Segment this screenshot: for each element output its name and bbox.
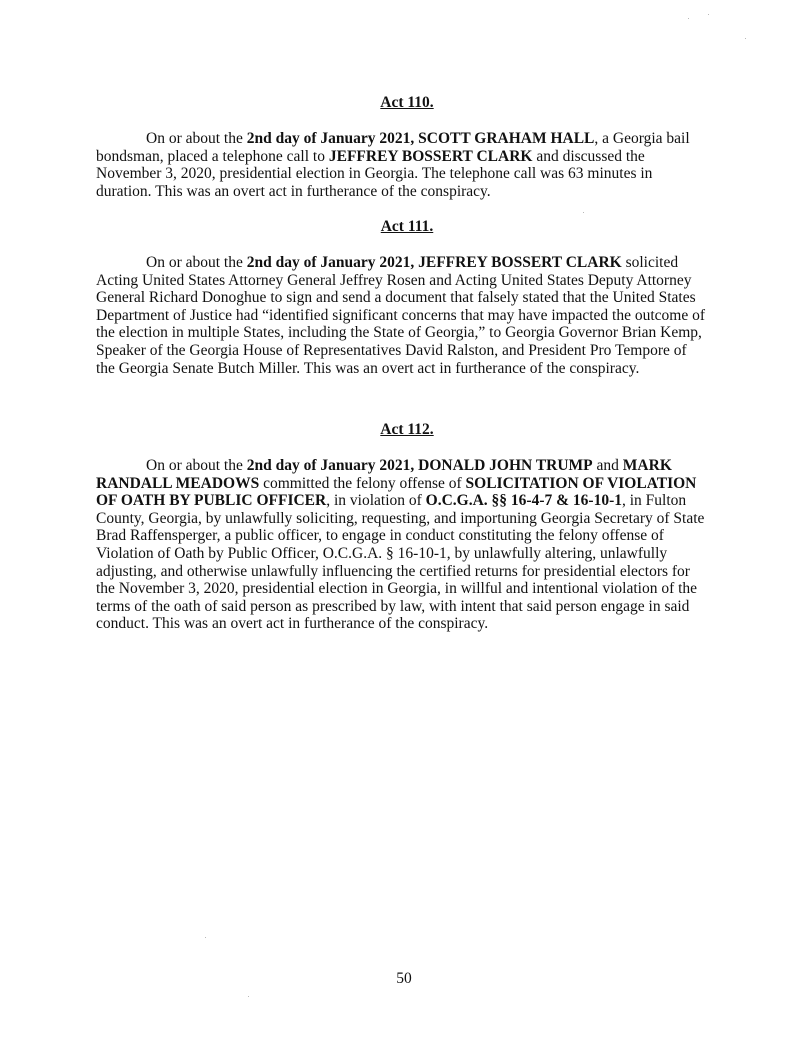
paragraph-bold-text: JEFFREY BOSSERT CLARK: [328, 147, 533, 165]
paragraph-bold-text: 2nd day of January 2021, DONALD JOHN TRUMP: [246, 457, 593, 474]
paragraph-bold-text: 2nd day of January 2021, JEFFREY BOSSERT CLARK: [246, 254, 622, 271]
paragraph-text: , in Fulton County, Georgia, by unlawfully soliciting, requesting, and importuning Georgia Secretary of State Brad Raffensperger, a public officer, to engage in conduct constituting the felony offense of Violation of Oath by Public Officer, O.C.G.A. § 16-10-1, by unlawfully altering, unlawfully adjusting, and otherwise unlawfully influencing the certified returns for presidential electors for the November 3, 2020, presidential election in Georgia, in willful and intentional violation of the terms of the oath of said person as prescribed by law, with intent that said person engage in said conduct. This was an overt act in furtherance of the conspiracy.: [96, 492, 705, 633]
paragraph-bold-text: O.C.G.A. §§ 16-4-7 & 16-10-1: [425, 492, 622, 510]
scan-speck: [688, 18, 689, 19]
scan-speck: [583, 212, 584, 213]
act-112-section: [96, 421, 708, 633]
paragraph-text: On or about the: [146, 254, 247, 271]
paragraph-bold-text: 2nd day of January 2021, SCOTT GRAHAM HALL: [246, 130, 595, 147]
scan-speck: [745, 38, 746, 39]
page-number: 50: [396, 970, 412, 987]
act-heading: Act 111.: [380, 218, 434, 235]
scan-speck: [205, 937, 206, 938]
paragraph-text: , a Georgia bail bondsman, placed a telephone call to: [96, 130, 690, 165]
paragraph-text: On or about the: [146, 130, 247, 147]
act-heading: Act 112.: [380, 421, 434, 438]
paragraph-bold-text: MARK RANDALL MEADOWS: [96, 457, 672, 492]
act-110-section: [96, 94, 708, 200]
paragraph-text: committed the felony offense of: [259, 474, 466, 492]
scan-speck: [708, 14, 709, 15]
act-paragraph: [96, 457, 708, 633]
paragraph-text: solicited Acting United States Attorney General Jeffrey Rosen and Acting United States Deputy Attorney General Richard Donoghue to sign and send a document that falsely stated that the United States Department of Justice had “identified significant concerns that may have impacted the outcome of the election in multiple States, including the State of Georgia,” to Georgia Governor Brian Kemp, Speaker of the Georgia House of Representatives David Ralston, and President Pro Tempore of the Georgia Senate Butch Miller. This was an overt act in furtherance of the conspiracy.: [96, 254, 706, 377]
paragraph-text: , in violation of: [326, 492, 426, 510]
act-paragraph: [96, 254, 708, 377]
scan-speck: [248, 996, 249, 997]
act-paragraph: [96, 130, 708, 200]
paragraph-bold-text: SOLICITATION OF VIOLATION OF OATH BY PUBLIC OFFICER: [96, 474, 697, 510]
act-heading: Act 110.: [380, 94, 434, 111]
act-111-section: [96, 218, 708, 377]
paragraph-text: and: [592, 457, 623, 474]
paragraph-text: On or about the: [146, 457, 247, 474]
paragraph-text: and discussed the November 3, 2020, presidential election in Georgia. The telephone call was 63 minutes in duration. This was an overt act in furtherance of the conspiracy.: [96, 147, 653, 200]
